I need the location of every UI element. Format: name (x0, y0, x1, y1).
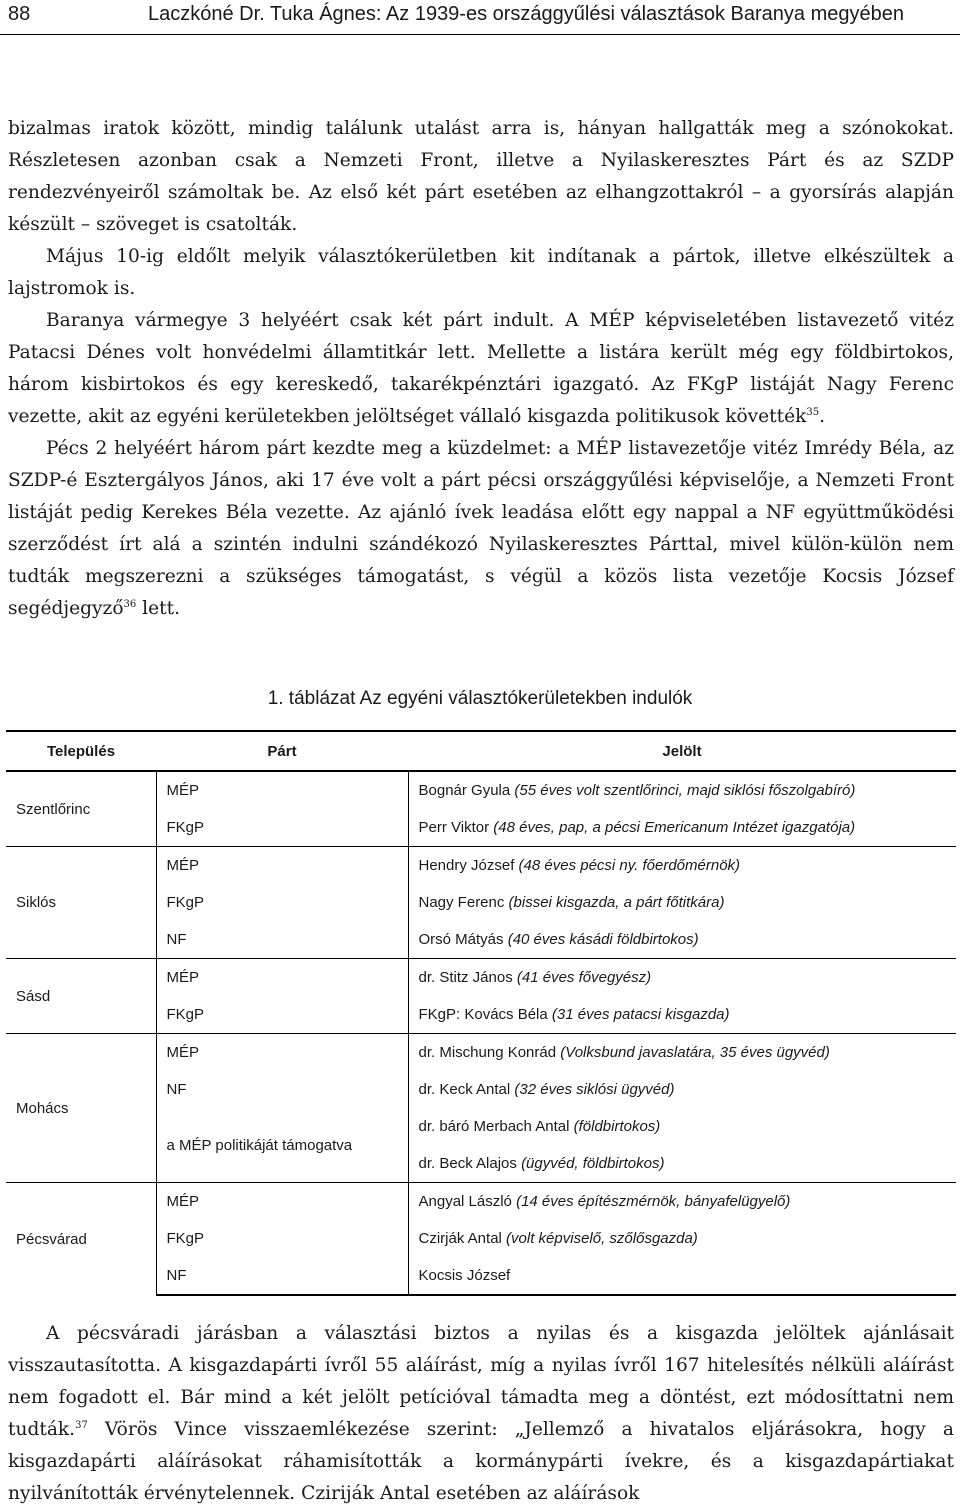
party-cell: FKgP (156, 809, 408, 847)
candidate-note: (48 éves, pap, a pécsi Emericanum Intézet igazgatója) (493, 819, 856, 836)
candidate-note: (14 éves építészmérnök, bányafelügyelő) (516, 1193, 791, 1210)
paragraph-3 (8, 305, 954, 433)
candidate-cell (408, 1183, 956, 1221)
candidate-note: (bissei kisgazda, a párt főtitkára) (508, 894, 725, 911)
page-number: 88 (8, 3, 31, 25)
candidate-note: (ügyvéd, földbirtokos) (521, 1155, 665, 1172)
header-candidate: Jelölt (408, 731, 956, 771)
candidate-name: dr. báró Merbach Antal (418, 1118, 570, 1135)
candidate-note: (32 éves siklósi ügyvéd) (514, 1081, 675, 1098)
paragraph-3-text: Baranya vármegye 3 helyéért csak két párt indult. A MÉP képviseletében listavezető vitéz Patacsi Dénes volt honvédelmi államtitkár lett. Mellette a listára került még egy földbirtokos, három kisbirtokos és egy kereskedő, takarékpénztári igazgató. Az FKgP listáját Nagy Ferenc vezette, akit az egyéni kerületekben jelöltséget vállaló kisgazda politikusok követték (8, 310, 954, 427)
candidate-name: dr. Beck Alajos (418, 1155, 517, 1172)
candidate-cell (408, 884, 956, 921)
party-cell: FKgP (156, 1220, 408, 1257)
table-row (6, 1183, 956, 1221)
party-cell: FKgP (156, 996, 408, 1034)
candidate-note: (volt képviselő, szőlősgazda) (506, 1230, 698, 1247)
candidate-cell (408, 1071, 956, 1108)
table-row (6, 1034, 956, 1072)
candidate-note: (31 éves patacsi kisgazda) (551, 1006, 730, 1023)
body-text-bottom (8, 1318, 954, 1510)
table-row (6, 959, 956, 997)
candidate-name: dr. Keck Antal (418, 1081, 511, 1098)
party-cell: a MÉP politikáját támogatva (156, 1108, 408, 1183)
candidate-cell (408, 1108, 956, 1145)
paragraph-4 (8, 433, 954, 625)
candidate-note: (Volksbund javaslatára, 35 éves ügyvéd) (560, 1044, 830, 1061)
party-cell: NF (156, 1257, 408, 1295)
header-party: Párt (156, 731, 408, 771)
candidate-cell (408, 771, 956, 809)
footnote-ref-37: 37 (75, 1419, 88, 1431)
party-cell: NF (156, 921, 408, 959)
table-row (6, 771, 956, 809)
candidate-note: (55 éves volt szentlőrinci, majd siklósi főszolgabíró) (514, 782, 856, 799)
candidate-cell (408, 847, 956, 885)
paragraph-4-end: lett. (136, 598, 180, 619)
party-cell: FKgP (156, 884, 408, 921)
party-cell: MÉP (156, 847, 408, 885)
candidate-cell (408, 1220, 956, 1257)
party-cell: MÉP (156, 1183, 408, 1221)
place-cell: Pécsvárad (6, 1183, 156, 1296)
table-header-row (6, 731, 956, 771)
party-cell: MÉP (156, 771, 408, 809)
paragraph-1: bizalmas iratok között, mindig találunk utalást arra is, hányan hallgatták meg a szónokokat. Részletesen azonban csak a Nemzeti Front, illetve a Nyilaskeresztes Párt és az SZDP rendezvényeiről számoltak be. Az első két párt esetében az elhangzottakról – a gyorsírás alapján készült – szöveget is csatolták. (8, 118, 954, 235)
candidate-name: dr. Mischung Konrád (418, 1044, 557, 1061)
candidate-name: Orsó Mátyás (418, 931, 504, 948)
candidate-cell (408, 1034, 956, 1072)
paragraph-3-end: . (819, 406, 826, 427)
place-cell: Siklós (6, 847, 156, 959)
candidate-name: Angyal László (418, 1193, 512, 1210)
place-cell: Sásd (6, 959, 156, 1034)
candidate-note: (40 éves kásádi földbirtokos) (507, 931, 699, 948)
place-cell: Mohács (6, 1034, 156, 1183)
candidate-note: (48 éves pécsi ny. főerdőmérnök) (518, 857, 741, 874)
header-place: Település (6, 731, 156, 771)
footnote-ref-35: 35 (806, 406, 820, 418)
candidate-note: (41 éves fővegyész) (516, 969, 652, 986)
paragraph-5-text: A pécsváradi járásban a választási biztos a nyilas és a kisgazda jelöltek ajánlásait visszautasította. A kisgazdapárti ívről 55 aláírást, míg a nyilas ívről 167 hitelesítés nélküli aláírást nem fogadott el. Bár mind a két jelölt petícióval támadta meg a döntést, ezt módosíttatni nem tudták. (8, 1323, 954, 1440)
candidate-name: Czirják Antal (418, 1230, 502, 1247)
party-cell: MÉP (156, 959, 408, 997)
party-cell: MÉP (156, 1034, 408, 1072)
candidates-table (6, 730, 956, 1296)
candidate-cell (408, 959, 956, 997)
paragraph-2: Május 10-ig eldőlt melyik választókerületben kit indítanak a pártok, illetve elkészültek a lajstromok is. (8, 246, 954, 299)
party-cell: NF (156, 1071, 408, 1108)
candidate-cell (408, 1145, 956, 1183)
candidate-cell (408, 809, 956, 847)
candidate-cell (408, 921, 956, 959)
candidate-note: (földbirtokos) (573, 1118, 661, 1135)
body-text-top (8, 113, 954, 625)
place-cell: Szentlőrinc (6, 771, 156, 847)
running-head: Laczkóné Dr. Tuka Ágnes: Az 1939-es országgyűlési választások Baranya megyében (148, 3, 904, 25)
table-caption: 1. táblázat Az egyéni választókerületekben indulók (267, 688, 693, 709)
candidate-name: Nagy Ferenc (418, 894, 505, 911)
candidate-name: FKgP: Kovács Béla (418, 1006, 548, 1023)
paragraph-5-end: Vörös Vince visszaemlékezése szerint: „Jellemző a hivatalos eljárásokra, hogy a kisgazdapárti aláírásokat ráhamisították a kormánypárti ívekre, és a kisgazdapártiakat nyilvánították érvénytelennek. Cziriják Antal esetében az aláírások (8, 1419, 954, 1504)
candidate-cell (408, 1257, 956, 1295)
paragraph-4-text: Pécs 2 helyéért három párt kezdte meg a küzdelmet: a MÉP listavezetője vitéz Imrédy Béla, az SZDP-é Esztergályos János, aki 17 éve volt a párt pécsi országgyűlési képviselője, a Nemzeti Front listáját pedig Kerekes Béla vezette. Az ajánló ívek leadása előtt egy nappal a NF együttműködési szerződést írt alá a szintén indulni szándékozó Nyilaskeresztes Párttal, mivel külön-külön nem tudták megszerezni a szükséges támogatást, s végül a közös lista vezetője Kocsis József segédjegyző (8, 438, 954, 619)
footnote-ref-36: 36 (123, 598, 137, 610)
candidate-name: dr. Stitz János (418, 969, 513, 986)
paragraph-5 (8, 1318, 954, 1510)
page-header (0, 0, 960, 35)
table-row (6, 847, 956, 885)
candidate-name: Kocsis József (418, 1267, 511, 1284)
candidate-cell (408, 996, 956, 1034)
candidate-name: Bognár Gyula (418, 782, 511, 799)
candidate-name: Hendry József (418, 857, 515, 874)
candidate-name: Perr Viktor (418, 819, 490, 836)
